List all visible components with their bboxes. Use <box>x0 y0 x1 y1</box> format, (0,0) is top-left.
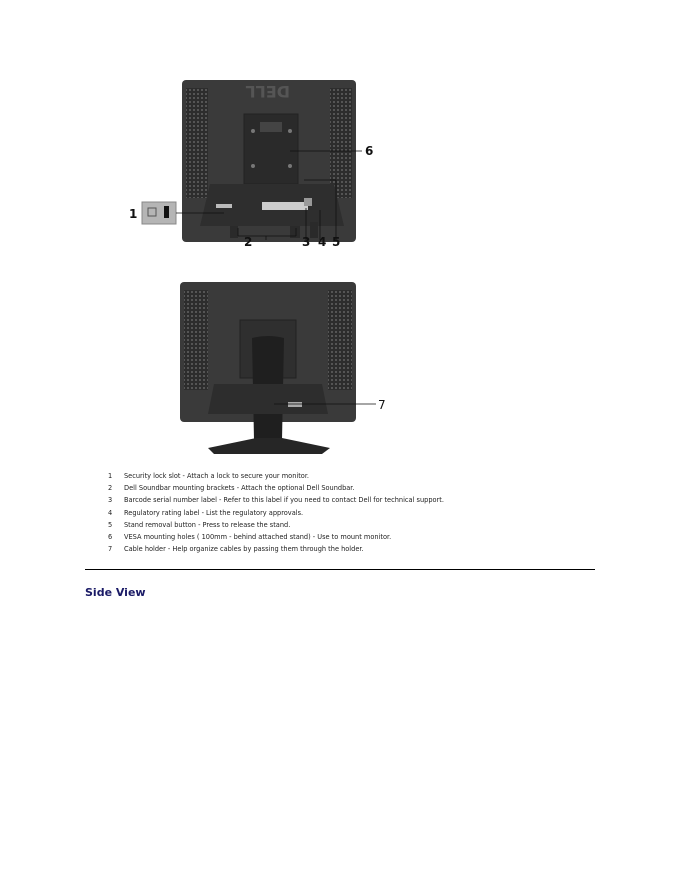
section-heading: Side View <box>85 586 146 599</box>
legend-item <box>108 543 628 555</box>
legend-item <box>108 494 628 506</box>
legend-number: 6 <box>108 532 113 541</box>
legend-description: Cable holder - Help organize cables by passing them through the holder. <box>124 545 364 554</box>
callout-4: 4 <box>318 235 327 249</box>
legend-item <box>108 470 628 482</box>
legend-number: 7 <box>108 545 113 554</box>
monitor-back-with-stand-image <box>170 278 400 458</box>
callout-2: 2 <box>244 235 253 249</box>
legend-description: VESA mounting holes ( 100mm - behind attached stand) - Use to mount monitor. <box>124 532 392 541</box>
callout-legend <box>108 470 628 555</box>
legend-item <box>108 519 628 531</box>
callout-3: 3 <box>302 235 311 249</box>
legend-description: Regulatory rating label - List the regulatory approvals. <box>124 508 304 517</box>
legend-item <box>108 531 628 543</box>
svg-text:DELL: DELL <box>245 82 290 101</box>
monitor-back-view-image <box>120 76 390 256</box>
legend-item <box>108 507 628 519</box>
legend-description: Dell Soundbar mounting brackets - Attach the optional Dell Soundbar. <box>124 484 355 493</box>
legend-number: 1 <box>108 472 113 480</box>
section-divider <box>85 569 595 570</box>
legend-description: Security lock slot - Attach a lock to secure your monitor. <box>124 472 310 480</box>
legend-description: Barcode serial number label - Refer to this label if you need to contact Dell for technical support. <box>124 496 444 505</box>
legend-number: 4 <box>108 508 113 517</box>
callout-6: 6 <box>365 144 374 158</box>
callout-1: 1 <box>129 207 138 221</box>
legend-number: 2 <box>108 484 113 493</box>
legend-item <box>108 482 628 494</box>
callout-7: 7 <box>378 398 386 412</box>
legend-description: Stand removal button - Press to release the stand. <box>124 520 291 529</box>
callout-5: 5 <box>332 235 341 249</box>
legend-number: 5 <box>108 520 113 529</box>
legend-number: 3 <box>108 496 113 505</box>
